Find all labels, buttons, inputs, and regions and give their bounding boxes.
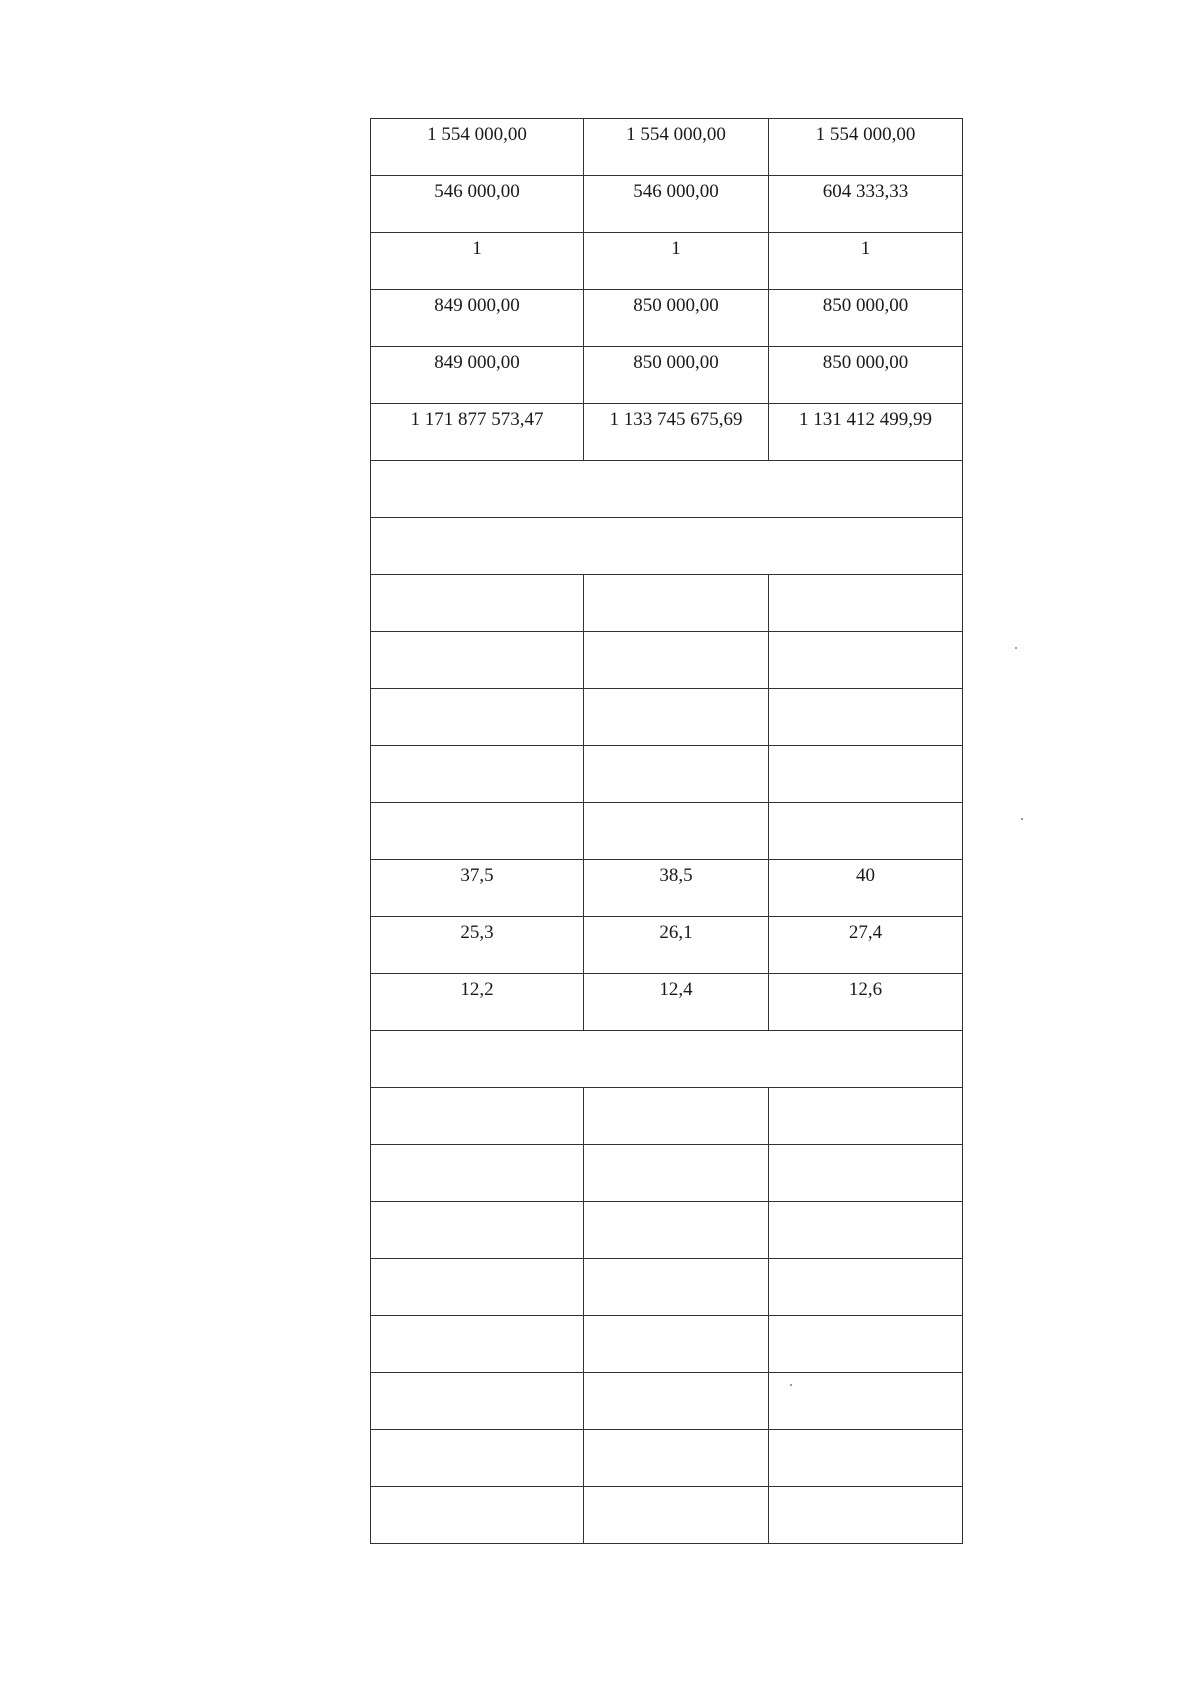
section-row [371, 1031, 963, 1088]
cell-value [371, 1202, 583, 1208]
table-cell [371, 1259, 584, 1316]
cell-value [769, 689, 962, 695]
table-cell [371, 233, 584, 290]
table-cell [371, 746, 584, 803]
cell-value [769, 1316, 962, 1322]
table-row [371, 1259, 963, 1316]
cell-value [371, 1316, 583, 1322]
table-cell [371, 119, 584, 176]
cell-value: 1 [860, 238, 871, 259]
table-cell [584, 860, 769, 917]
table-cell [584, 689, 769, 746]
scan-speck [790, 1384, 792, 1386]
table-cell [371, 974, 584, 1031]
table-cell [371, 1088, 584, 1145]
table-cell [584, 1487, 769, 1544]
table-row [371, 119, 963, 176]
cell-value [371, 1145, 583, 1151]
section-row [371, 461, 963, 518]
section-cell [371, 461, 963, 518]
table-row [371, 1145, 963, 1202]
cell-value [584, 689, 768, 695]
cell-value [584, 632, 768, 638]
table-cell [769, 974, 963, 1031]
table-cell [584, 1430, 769, 1487]
cell-value: 12,6 [848, 979, 883, 1000]
table-row [371, 974, 963, 1031]
section-cell [371, 518, 963, 575]
cell-value [371, 632, 583, 638]
table-cell [769, 689, 963, 746]
table-row [371, 1373, 963, 1430]
cell-value: 1 554 000,00 [626, 124, 726, 145]
table-cell [584, 119, 769, 176]
table-cell [584, 1316, 769, 1373]
cell-value [584, 1487, 768, 1493]
cell-value [371, 1430, 583, 1436]
table-cell [371, 917, 584, 974]
table-body [371, 119, 963, 1544]
cell-value: 40 [856, 865, 875, 886]
table-cell [769, 1259, 963, 1316]
cell-text [371, 461, 962, 467]
cell-value [584, 1145, 768, 1151]
cell-value [584, 1202, 768, 1208]
table-cell [769, 176, 963, 233]
table-cell [371, 860, 584, 917]
table-cell [371, 404, 584, 461]
table-row [371, 917, 963, 974]
cell-value [584, 575, 768, 581]
table-cell [769, 1202, 963, 1259]
data-table [370, 118, 963, 1544]
table-cell [769, 917, 963, 974]
table-row [371, 746, 963, 803]
cell-value: 1 554 000,00 [427, 124, 527, 145]
cell-value: 26,1 [659, 922, 693, 943]
cell-value: 850 000,00 [633, 352, 719, 373]
cell-value [769, 575, 962, 581]
table-cell [371, 290, 584, 347]
cell-value [769, 1145, 962, 1151]
cell-value: 1 [671, 238, 681, 259]
table-cell [769, 1373, 963, 1430]
table-cell [769, 575, 963, 632]
cell-value: 38,5 [659, 865, 693, 886]
cell-value: 546 000,00 [633, 181, 719, 202]
cell-value [769, 632, 962, 638]
table-cell [584, 974, 769, 1031]
table-cell [769, 746, 963, 803]
table-cell [769, 347, 963, 404]
table-row [371, 233, 963, 290]
table-row [371, 632, 963, 689]
cell-value: 1 133 745 675,69 [609, 409, 743, 430]
cell-text [371, 1031, 962, 1037]
table-row [371, 1316, 963, 1373]
table-row [371, 860, 963, 917]
table-row [371, 575, 963, 632]
table-cell [584, 1145, 769, 1202]
cell-value [371, 1487, 583, 1493]
table-cell [769, 803, 963, 860]
table-cell [584, 746, 769, 803]
cell-value [584, 1316, 768, 1322]
table-cell [769, 632, 963, 689]
table-cell [371, 689, 584, 746]
table-cell [584, 176, 769, 233]
table-row [371, 1487, 963, 1544]
section-row [371, 518, 963, 575]
table-cell [371, 1373, 584, 1430]
table-cell [769, 1145, 963, 1202]
table-cell [371, 347, 584, 404]
cell-value [769, 803, 962, 809]
table-cell [584, 1259, 769, 1316]
table-row [371, 689, 963, 746]
table-cell [584, 1088, 769, 1145]
cell-value [371, 746, 583, 752]
cell-value [584, 1088, 768, 1094]
table-cell [769, 233, 963, 290]
cell-value [769, 1373, 962, 1379]
cell-value: 850 000,00 [822, 295, 909, 316]
cell-value: 1 554 000,00 [815, 124, 916, 145]
table-cell [769, 119, 963, 176]
cell-value [371, 1088, 583, 1094]
table-row [371, 176, 963, 233]
table-cell [769, 1487, 963, 1544]
table-cell [769, 290, 963, 347]
table-row [371, 1430, 963, 1487]
table-cell [584, 632, 769, 689]
table-cell [371, 1145, 584, 1202]
cell-value [769, 1430, 962, 1436]
cell-value: 546 000,00 [434, 181, 520, 202]
table-cell [584, 404, 769, 461]
table-cell [769, 404, 963, 461]
table-cell [584, 917, 769, 974]
table-cell [371, 1430, 584, 1487]
cell-value [371, 575, 583, 581]
table-row [371, 404, 963, 461]
cell-text [371, 518, 962, 524]
cell-value [769, 1487, 962, 1493]
table-row [371, 803, 963, 860]
cell-value: 27,4 [848, 922, 883, 943]
table-row [371, 1088, 963, 1145]
cell-value: 37,5 [460, 865, 494, 886]
cell-value: 25,3 [460, 922, 494, 943]
cell-value [371, 803, 583, 809]
table-cell [769, 860, 963, 917]
table-cell [769, 1316, 963, 1373]
cell-value [371, 689, 583, 695]
table-cell [371, 1202, 584, 1259]
table-cell [371, 176, 584, 233]
cell-value [371, 1259, 583, 1265]
table-cell [584, 233, 769, 290]
cell-value: 12,2 [460, 979, 494, 1000]
cell-value: 849 000,00 [434, 295, 520, 316]
table-cell [584, 575, 769, 632]
table-cell [769, 1430, 963, 1487]
cell-value: 850 000,00 [633, 295, 719, 316]
cell-value [371, 1373, 583, 1379]
table-cell [584, 347, 769, 404]
table-row [371, 290, 963, 347]
cell-value: 1 171 877 573,47 [410, 409, 544, 430]
table-cell [584, 1373, 769, 1430]
cell-value [584, 1373, 768, 1379]
cell-value: 850 000,00 [822, 352, 909, 373]
cell-value: 849 000,00 [434, 352, 520, 373]
cell-value [584, 1430, 768, 1436]
cell-value: 1 [472, 238, 482, 259]
table-cell [584, 1202, 769, 1259]
cell-value: 1 131 412 499,99 [799, 409, 932, 430]
cell-value [584, 746, 768, 752]
cell-value [769, 1259, 962, 1265]
table-cell [584, 803, 769, 860]
table-cell [371, 575, 584, 632]
cell-value [584, 803, 768, 809]
table-cell [584, 290, 769, 347]
scan-speck [1021, 818, 1023, 820]
scan-speck [1015, 647, 1017, 649]
table-cell [769, 1088, 963, 1145]
table-cell [371, 1316, 584, 1373]
table-row [371, 1202, 963, 1259]
cell-value [769, 1088, 962, 1094]
cell-value [584, 1259, 768, 1265]
table-cell [371, 632, 584, 689]
cell-value [769, 746, 962, 752]
cell-value [769, 1202, 962, 1208]
cell-value: 12,4 [659, 979, 693, 1000]
section-cell [371, 1031, 963, 1088]
table-cell [371, 803, 584, 860]
cell-value: 604 333,33 [822, 181, 909, 202]
table-row [371, 347, 963, 404]
table-cell [371, 1487, 584, 1544]
